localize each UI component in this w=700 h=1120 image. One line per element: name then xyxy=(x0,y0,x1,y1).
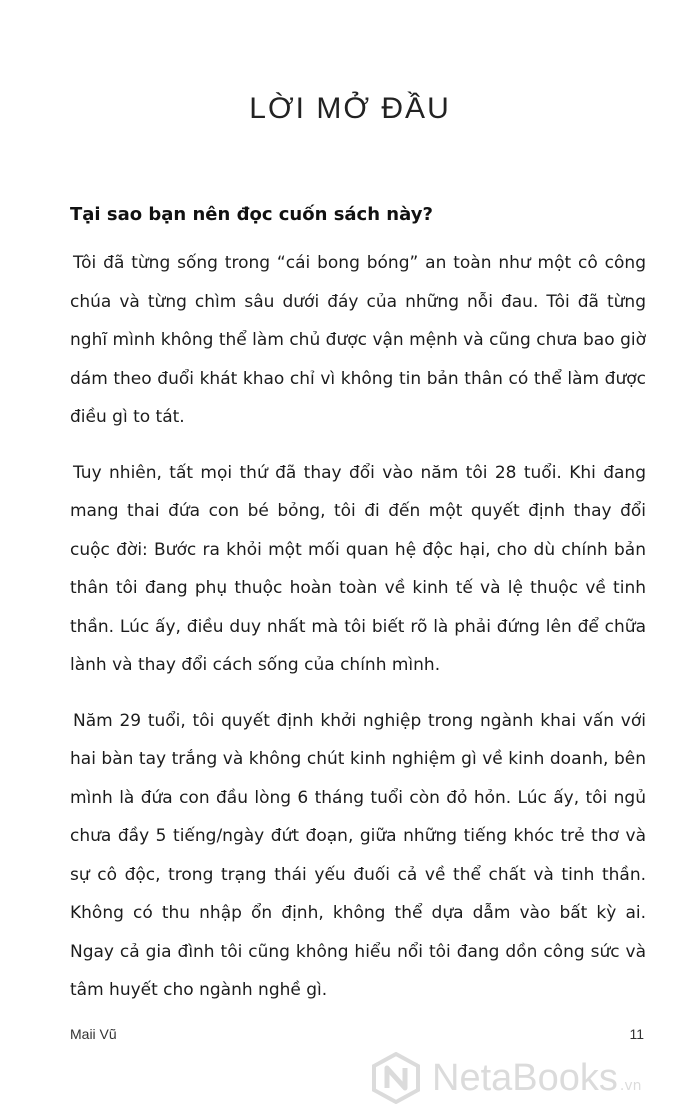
watermark xyxy=(370,1048,690,1108)
paragraph-1: Tôi đã từng sống trong “cái bong bóng” an toàn như một cô công chúa và từng chìm sâu dưới đáy của những nỗi đau. Tôi đã từng nghĩ mình không thể làm chủ được vận mệnh và cũng chưa bao giờ dám theo đuổi khát khao chỉ vì không tin bản thân có thể làm được điều gì to tát. xyxy=(70,253,646,427)
footer-author: Maii Vũ xyxy=(70,1026,117,1042)
page-number: 11 xyxy=(629,1026,644,1042)
paragraph-2: Tuy nhiên, tất mọi thứ đã thay đổi vào năm tôi 28 tuổi. Khi đang mang thai đứa con bé bỏng, tôi đi đến một quyết định thay đổi cuộc đời: Bước ra khỏi một mối quan hệ độc hại, cho dù chính bản thân tôi đang phụ thuộc hoàn toàn về kinh tế và lệ thuộc về tinh thần. Lúc ấy, điều duy nhất mà tôi biết rõ là phải đứng lên để chữa lành và thay đổi cách sống của chính mình. xyxy=(70,462,646,675)
page-content xyxy=(70,200,646,1027)
section-heading: Tại sao bạn nên đọc cuốn sách này? xyxy=(70,204,433,225)
netabooks-logo-icon xyxy=(370,1052,422,1104)
watermark-suffix: .vn xyxy=(619,1078,642,1094)
paragraph-3: Năm 29 tuổi, tôi quyết định khởi nghiệp trong ngành khai vấn với hai bàn tay trắng và không chút kinh nghiệm gì về kinh doanh, bên mình là đứa con đầu lòng 6 tháng tuổi còn đỏ hỏn. Lúc ấy, tôi ngủ chưa đầy 5 tiếng/ngày đứt đoạn, giữa những tiếng khóc trẻ thơ và sự cô độc, trong trạng thái yếu đuối cả về thể chất và tinh thần. Không có thu nhập ổn định, không thể dựa dẫm vào bất kỳ ai. Ngay cả gia đình tôi cũng không hiểu nổi tôi đang dồn công sức và tâm huyết cho ngành nghề gì. xyxy=(70,710,646,1000)
watermark-brand: NetaBooks xyxy=(432,1056,618,1099)
chapter-title: LỜI MỞ ĐẦU xyxy=(249,92,451,125)
